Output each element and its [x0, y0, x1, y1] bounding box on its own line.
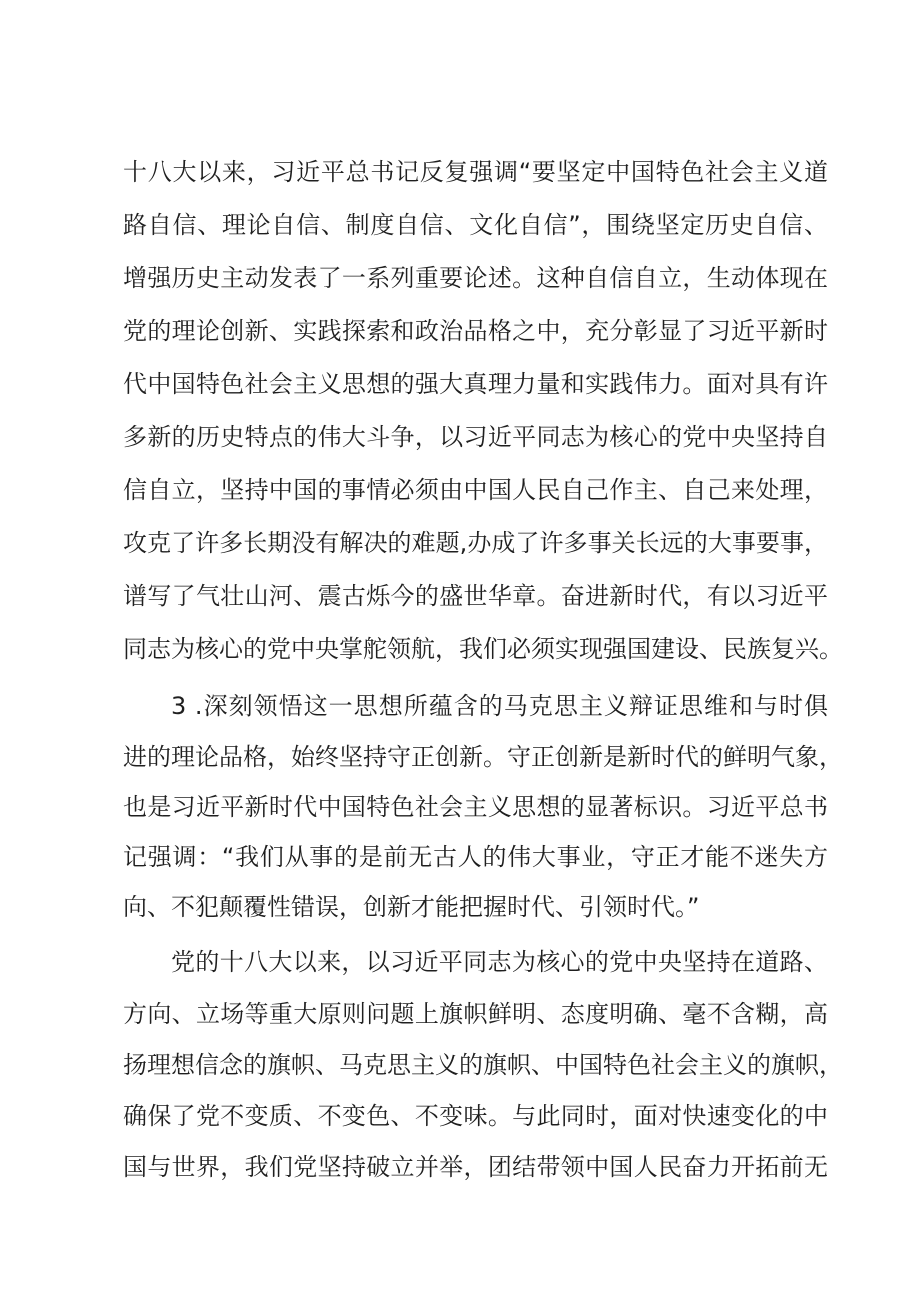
- text-line: 谱写了气壮山河、震古烁今的盛世华章。奋进新时代，有以习近平: [123, 582, 828, 610]
- text-line: 党的理论创新、实践探索和政治品格之中，充分彰显了习近平新时: [123, 317, 828, 345]
- text-line: 扬理想信念的旗帜、马克思主义的旗帜、中国特色社会主义的旗帜，: [123, 1051, 843, 1079]
- text-line: 确保了党不变质、不变色、不变味。与此同时，面对快速变化的中: [123, 1102, 828, 1130]
- text-line: 进的理论品格，始终坚持守正创新。守正创新是新时代的鲜明气象，: [123, 743, 843, 771]
- text-line: 十八大以来，习近平总书记反复强调“要坚定中国特色社会主义道: [123, 158, 828, 186]
- text-line: 方向、立场等重大原则问题上旗帜鲜明、态度明确、毫不含糊，高: [123, 1000, 828, 1028]
- text-line: 代中国特色社会主义思想的强大真理力量和实践伟力。面对具有许: [123, 370, 828, 398]
- text-line: 向、不犯颠覆性错误，创新才能把握时代、引领时代。”: [123, 893, 700, 921]
- text-line: 国与世界，我们党坚持破立并举，团结带领中国人民奋力开拓前无: [123, 1153, 828, 1181]
- text-line: 3 .深刻领悟这一思想所蕴含的马克思主义辩证思维和与时俱: [171, 692, 828, 720]
- text-line: 记强调：“我们从事的是前无古人的伟大事业，守正才能不迷失方: [123, 843, 828, 871]
- text-line: 党的十八大以来，以习近平同志为核心的党中央坚持在道路、: [171, 948, 828, 976]
- text-line: 同志为核心的党中央掌舵领航，我们必须实现强国建设、民族复兴。: [123, 635, 843, 663]
- text-line: 路自信、理论自信、制度自信、文化自信”，围绕坚定历史自信、: [123, 211, 828, 239]
- text-line: 也是习近平新时代中国特色社会主义思想的显著标识。习近平总书: [123, 793, 828, 821]
- text-line: 信自立，坚持中国的事情必须由中国人民自己作主、自己来处理，: [123, 476, 828, 504]
- text-line: 攻克了许多长期没有解决的难题,办成了许多事关长远的大事要事，: [123, 529, 828, 557]
- text-line: 多新的历史特点的伟大斗争，以习近平同志为核心的党中央坚持自: [123, 423, 828, 451]
- text-line: 增强历史主动发表了一系列重要论述。这种自信自立，生动体现在: [123, 264, 828, 292]
